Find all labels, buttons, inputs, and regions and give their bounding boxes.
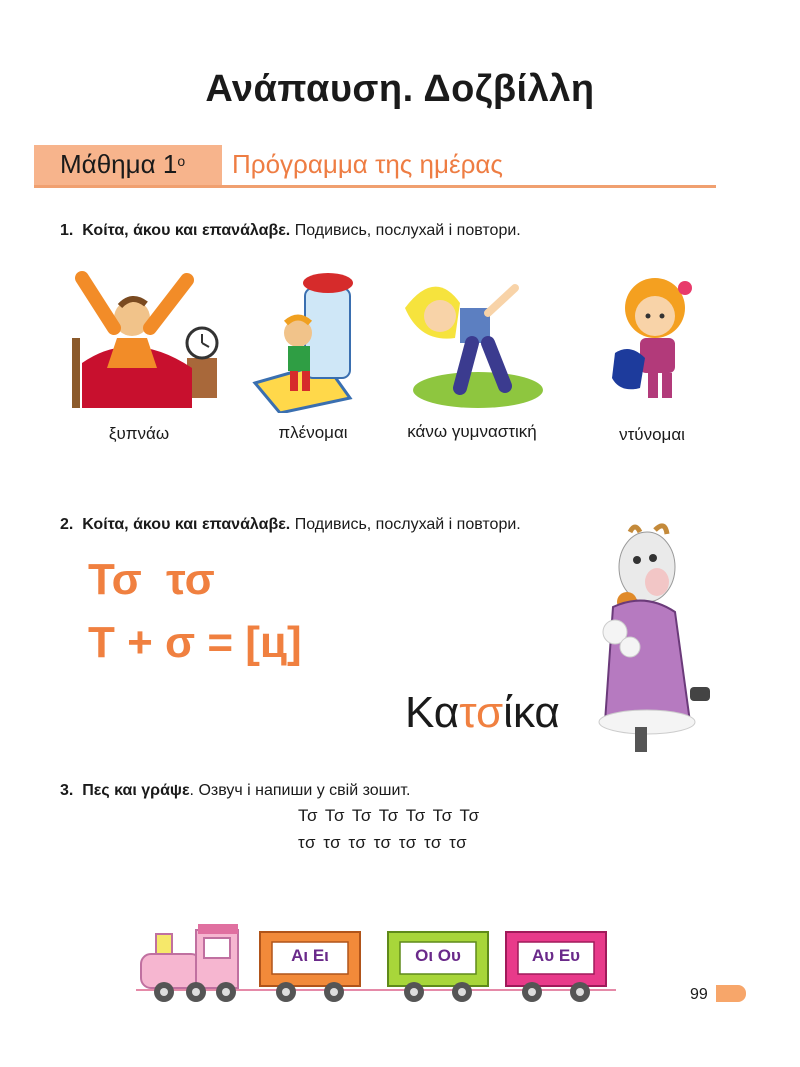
letters-line: Τσ τσ — [88, 555, 215, 604]
formula-line: Τ + σ = [ц] — [88, 618, 302, 667]
caption-exercising: κάνω γυμναστική — [407, 422, 537, 441]
task-2-instruction: 2. Κοίτα, άκου και επανάλαβε. Подивись, послухай і повтори. — [60, 516, 521, 533]
lesson-number: Μάθημα $1^o$ — [60, 149, 186, 179]
wagon-3-label: Αυ Ευ — [531, 946, 581, 965]
exercising-illustration — [400, 268, 550, 413]
wagon-2-label: Οι Ου — [415, 946, 461, 965]
example-word: Κατσίκα — [405, 688, 560, 737]
practice-lowercase: τσ τσ τσ τσ τσ τσ τσ — [298, 833, 468, 852]
caption-getting-dressed: ντύνομαι — [619, 425, 685, 444]
goat-illustration — [575, 522, 715, 762]
caption-waking-up: ξυπνάω — [108, 424, 170, 443]
task-1-instruction: 1. Κοίτα, άκου και επανάλαβε. Подивись, послухай і повтори. — [60, 222, 521, 239]
page-tab-marker — [716, 985, 746, 1002]
page-number: 99 — [690, 986, 708, 1003]
wagon-1-label: Αι Ει — [291, 946, 329, 965]
getting-dressed-illustration — [590, 268, 715, 413]
lesson-topic: Πρόγραμμα της ημέρας — [232, 149, 503, 179]
page-title: Ανάπαυση. Δοζβίλλη — [205, 68, 595, 110]
practice-uppercase: Τσ Τσ Τσ Τσ Τσ Τσ Τσ — [298, 806, 480, 825]
task-3-instruction: 3. Πες και γράψε. Озвуч і напиши у свій зошит. — [60, 782, 411, 799]
washing-illustration — [250, 268, 375, 413]
caption-washing: πλένομαι — [278, 423, 348, 442]
waking-up-illustration — [62, 268, 227, 418]
